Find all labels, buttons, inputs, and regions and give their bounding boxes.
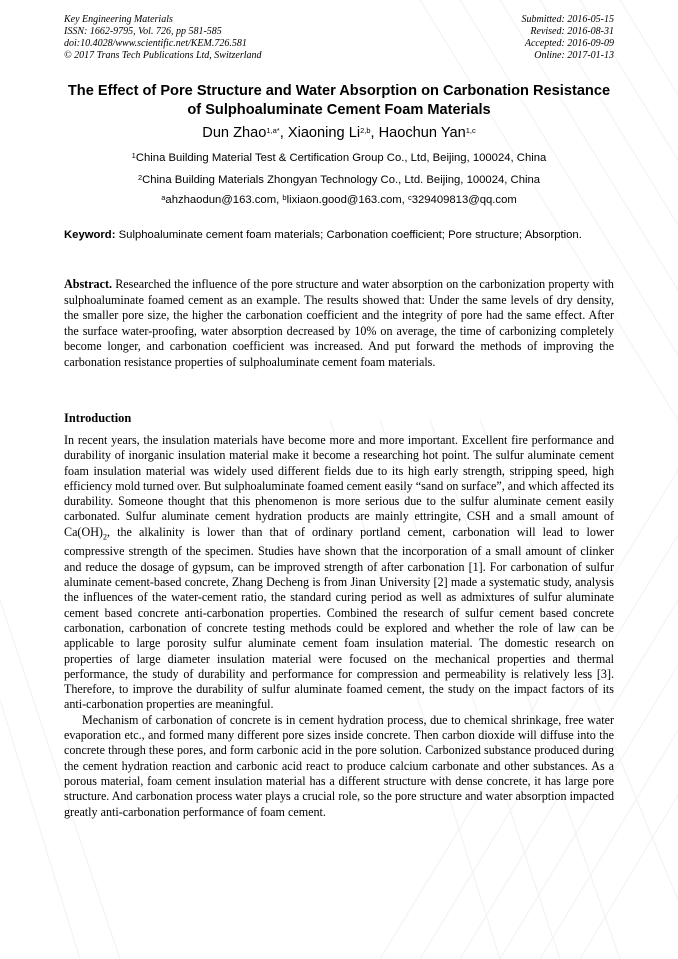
affiliation	[64, 151, 614, 165]
email-superscript: b	[282, 193, 287, 202]
doi-line: doi:10.4028/www.scientific.net/KEM.726.581	[64, 38, 247, 49]
issn-line: ISSN: 1662-9795, Vol. 726, pp 581-585	[64, 26, 222, 37]
abstract-text: Researched the influence of the pore structure and water absorption on the carbonization property with sulphoaluminate foamed cement as an example. The results showed that: Under the same levels of dry density, the smaller pore size, the higher the carbonation coefficient and the integrity of pore had the same effect. After the surface water-proofing, water absorption decreased by 10% on average, the time of carbonizing completely become longer, and carbonation coefficient was increased. And put forward the methods of improving the carbonation resistance properties of sulphoaluminate cement foam materials.	[64, 277, 614, 369]
affiliation	[64, 173, 614, 187]
email-address[interactable]: 329409813@qq.com	[411, 194, 517, 206]
email-address[interactable]: ahzhaodun@163.com,	[165, 194, 280, 206]
journal-name: Key Engineering Materials	[64, 14, 173, 25]
email-superscript: c	[407, 193, 412, 202]
section-heading: Introduction	[64, 411, 132, 425]
keywords	[64, 228, 614, 243]
email-address[interactable]: lixiaon.good@163.com,	[286, 194, 405, 206]
paragraph	[64, 433, 614, 713]
author-name: Xiaoning Li	[287, 125, 361, 141]
author-superscript: 1,a*	[266, 126, 280, 135]
author-name: Dun Zhao	[202, 125, 267, 141]
online-date: Online: 2017-01-13	[534, 50, 614, 61]
paragraph-text: In recent years, the insulation materials have become more and more important. Excellent fire performance and durability of inorganic insulation material make it become a researching hot point. The sulfur aluminate cement foam insulation material was widely used different fields due to its high early strength, stripping speed, high efficiency mold turned over. But sulphoaluminate foamed cement easily “sand on surface”, and which affected its durability. Someone thought that this phenomenon is more serious due to the sulfur aluminate cement easily carbonated. Sulfur aluminate cement hydration products are mainly ettringite, CSH and a small amount of Ca(OH)	[64, 433, 614, 539]
dates-meta	[522, 14, 615, 62]
accepted-date: Accepted: 2016-09-09	[524, 38, 614, 49]
abstract	[64, 277, 614, 371]
submitted-date: Submitted: 2016-05-15	[521, 14, 614, 25]
author-superscript: 2,b	[360, 126, 371, 135]
paragraph: Mechanism of carbonation of concrete is in cement hydration process, due to chemical shrinkage, free water evaporation etc., and formed many different pore sizes inside concrete. Then carbon dioxide will diffuse into the concrete through these pores, and form carbonic acid in the pore solution. Carbonized substance produced during the cement hydration reaction and carbonic acid react to produce calcium carbonate and other substances. As a porous material, foam cement insulation material has a different structure with dense concrete, it has large pore structure. And carbonation process water plays a crucial role, so the pore structure and water absorption impacted greatly anti-carbonation performance of foam cement.	[64, 712, 614, 819]
author-superscript: 1,c	[465, 126, 476, 135]
email-list	[64, 193, 614, 207]
affiliation-superscript: 2	[137, 173, 143, 182]
affiliation-superscript: 1	[131, 151, 136, 160]
author-name: Haochun Yan	[378, 125, 466, 141]
subscript: 2	[102, 532, 107, 542]
email-superscript: a	[161, 193, 166, 202]
keywords-label: Keyword:	[64, 229, 116, 241]
journal-meta	[64, 14, 262, 62]
introduction-body	[64, 433, 614, 820]
keywords-text: Sulphoaluminate cement foam materials; Carbonation coefficient; Pore structure; Absorption.	[118, 229, 582, 241]
paper-title: The Effect of Pore Structure and Water Absorption on Carbonation Resistance of Sulphoaluminate Cement Foam Materials	[67, 83, 611, 118]
author-list: Dun Zhao$^{1,a*}$, Xiaoning Li$^{2,b}$, Haochun Yan$^{1,c}$	[202, 125, 476, 141]
paragraph-text: , the alkalinity is lower than that of ordinary portland cement, carbonation will lead to lower compressive strength of the specimen. Studies have shown that the incorporation of a small amount of clinker and reduce the dosage of gypsum, can be improved strength of after carbonation [1]. For carbonation of sulfur aluminate cement-based concrete, Zhang Decheng is from Jinan University [2] made a systematic study, analysis the influences of the water-cement ratio, the standard curing period as well as admixtures of sulfur aluminate cement based concrete anti-carbonation properties. Combined the research of sulfur cement based concrete carbonation, carbonation of concrete testing methods could be explored and whether the role of law can be applicable to large porosity sulfur aluminate cement foam insulation material. The domestic research on properties of large diameter insulation material were focused on the mechanical properties and thermal performance, the study of durability and performance for compression and permeability is relatively less [3]. Therefore, to improve the durability of sulfur aluminate foamed cement, the study on the impact factors of its anti-carbonation properties are meaningful.	[64, 524, 614, 712]
copyright-line: © 2017 Trans Tech Publications Ltd, Switzerland	[64, 50, 262, 61]
revised-date: Revised: 2016-08-31	[530, 26, 614, 37]
affiliation-text: China Building Material Test & Certification Group Co., Ltd, Beijing, 100024, China	[135, 152, 547, 164]
affiliation-text: China Building Materials Zhongyan Technology Co., Ltd. Beijing, 100024, China	[142, 174, 541, 186]
abstract-label: Abstract.	[64, 277, 113, 291]
